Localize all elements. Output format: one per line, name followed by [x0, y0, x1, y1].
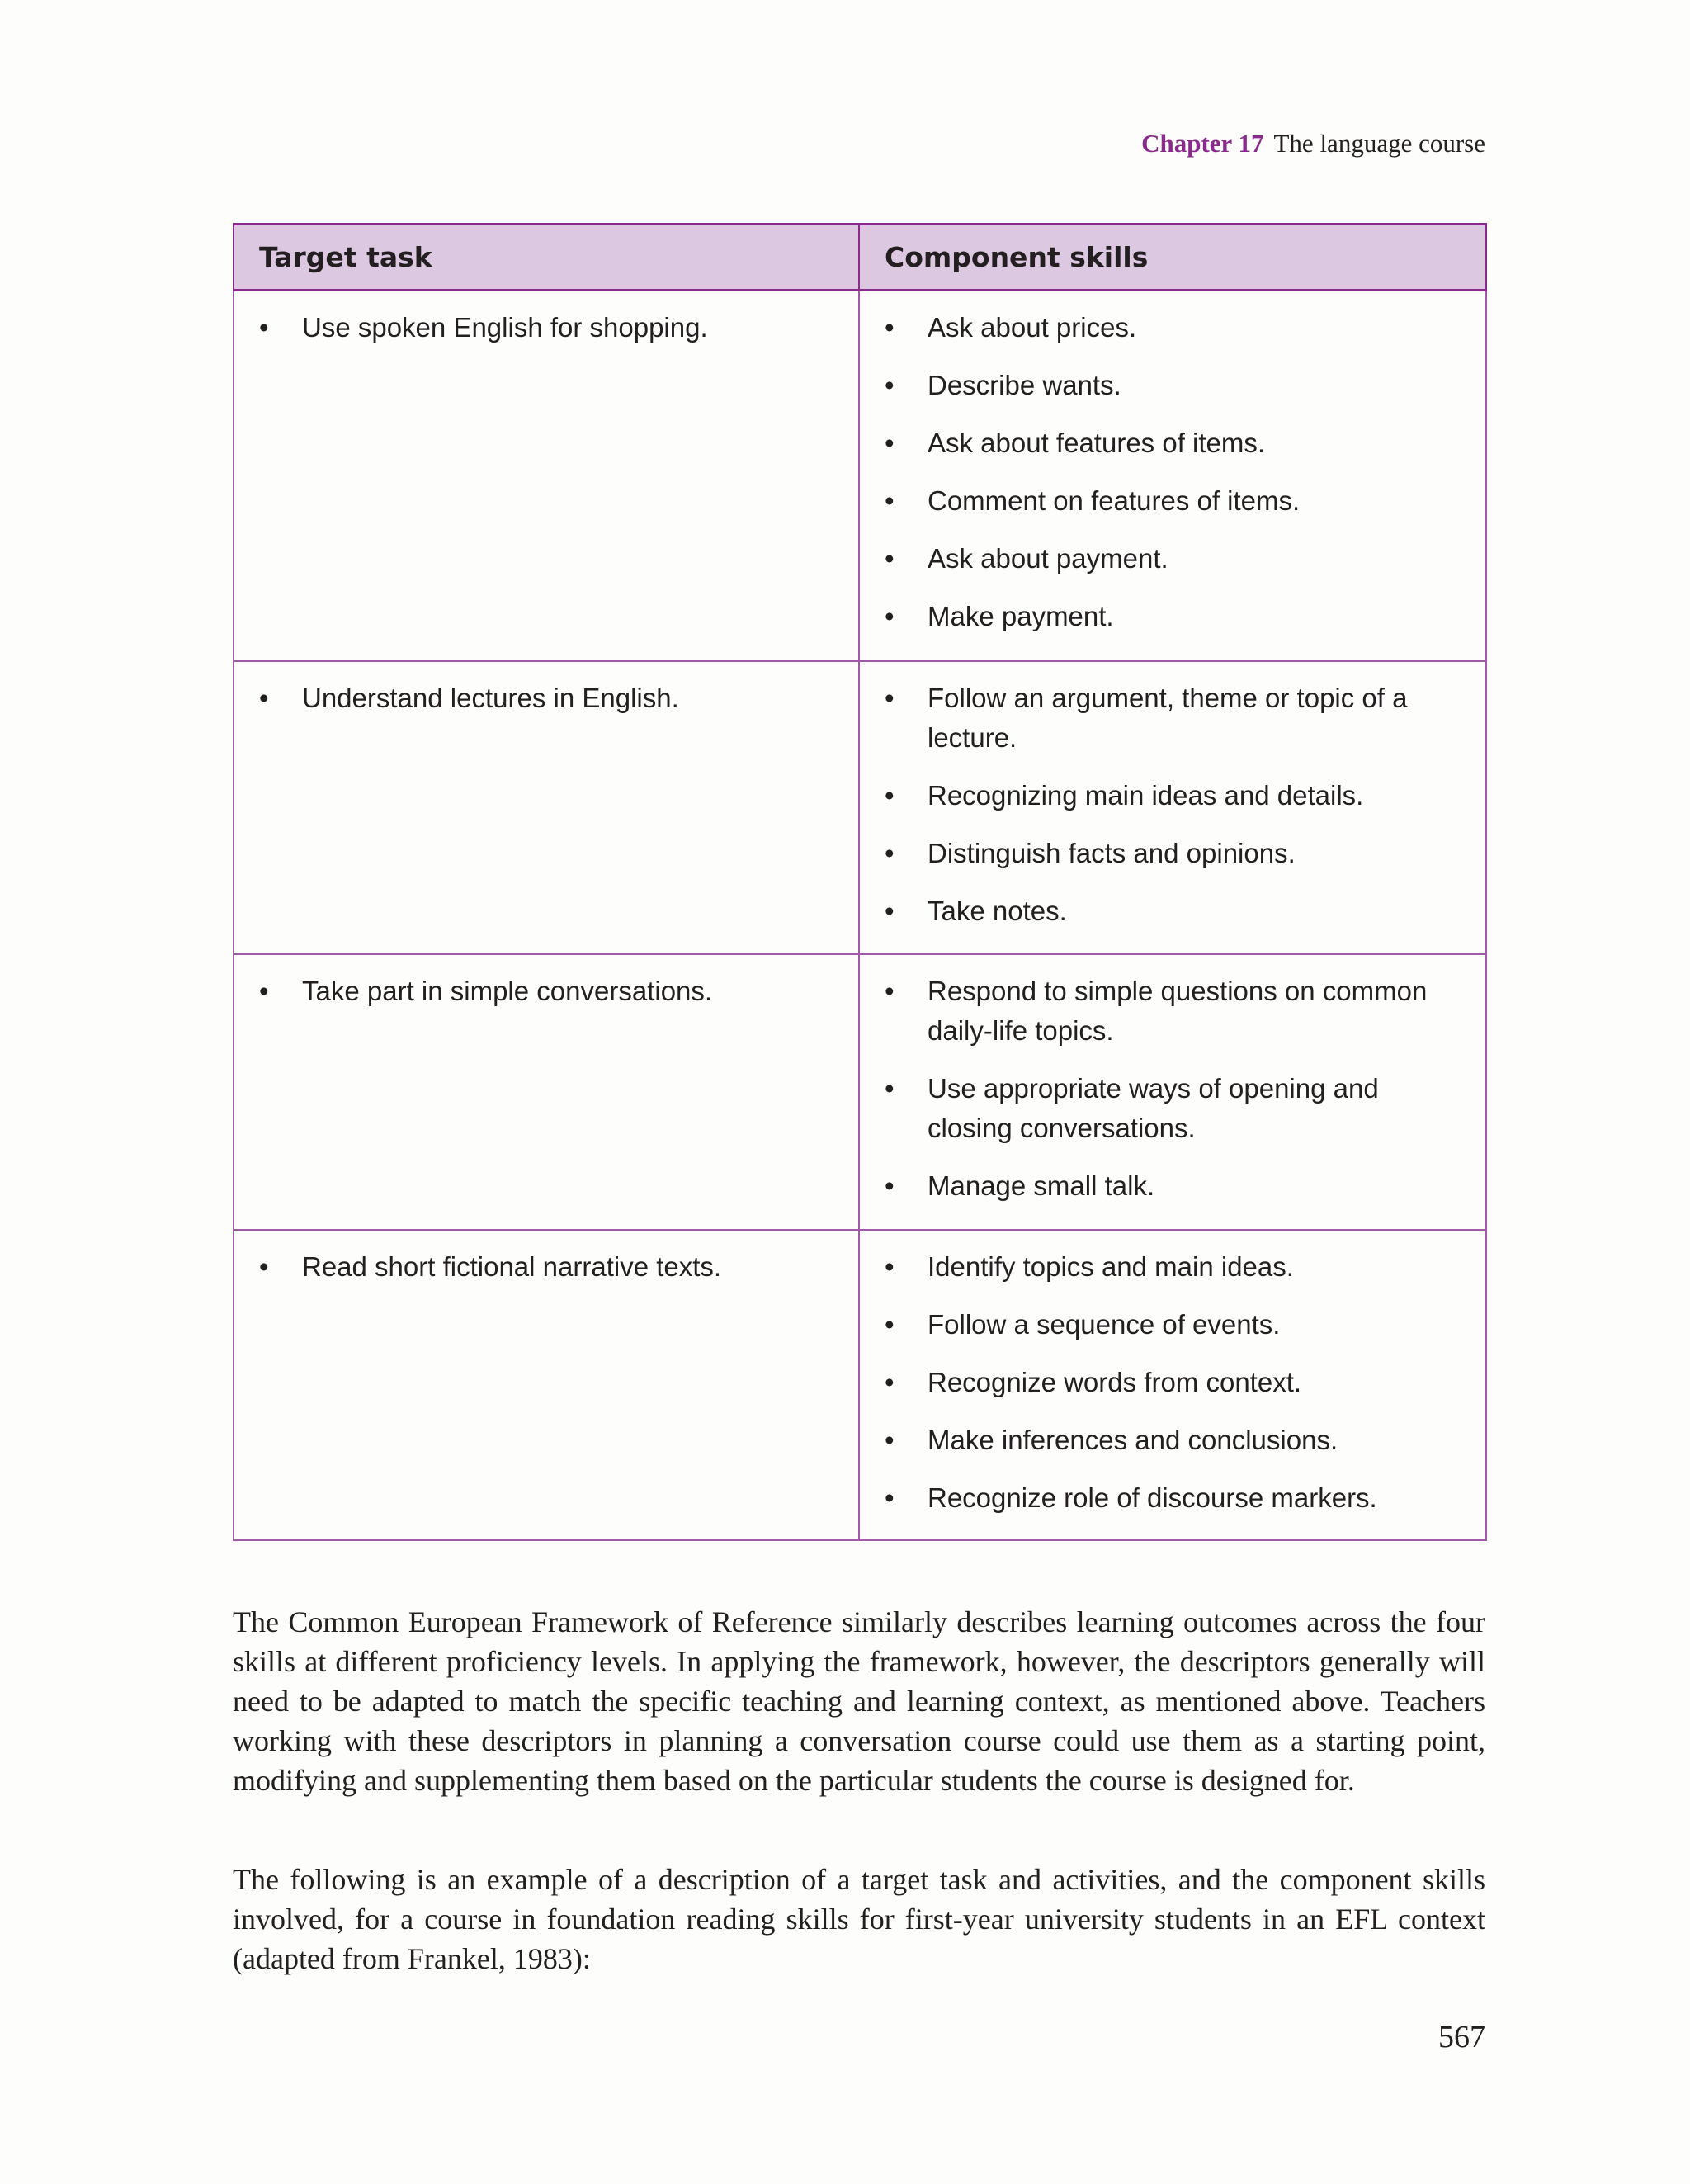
skill-item: • Follow an argument, theme or topic of a lecture. [885, 678, 1461, 758]
skill-item: • Recognize words from context. [885, 1363, 1461, 1402]
header-target-task: Target task [234, 225, 859, 291]
target-task-cell [234, 1230, 859, 1540]
skill-item: • Comment on features of items. [885, 481, 1461, 521]
component-skills-cell [859, 954, 1486, 1230]
body-paragraph: The Common European Framework of Reference similarly describes learning outcomes across the four skills at different proficiency levels. In applying the framework, however, the descriptors generally will need to be adapted to match the specific teaching and learning context, as mentioned above. Teachers working with these descriptors in planning a conversation course could use them as a starting point, modifying and supplementing them based on the particular students the course is designed for. [233, 1605, 1485, 1797]
task-skills-table [233, 223, 1487, 1541]
skill-item: • Describe wants. [885, 366, 1461, 405]
target-task-item: • Use spoken English for shopping. [259, 308, 833, 347]
table-row [234, 1230, 1486, 1540]
target-task-cell [234, 291, 859, 661]
component-skills-cell [859, 661, 1486, 954]
target-task-item: • Understand lectures in English. [259, 678, 833, 718]
skill-item: • Recognize role of discourse markers. [885, 1478, 1461, 1518]
skill-item: • Respond to simple questions on common daily-life topics. [885, 971, 1461, 1051]
header-component-skills: Component skills [859, 225, 1486, 291]
running-head [1141, 129, 1485, 158]
target-task-item: • Read short fictional narrative texts. [259, 1247, 833, 1287]
table-row [234, 661, 1486, 954]
skill-item: • Follow a sequence of events. [885, 1305, 1461, 1345]
skill-item: • Distinguish facts and opinions. [885, 834, 1461, 873]
skill-item: • Make inferences and conclusions. [885, 1421, 1461, 1460]
target-task-item: • Take part in simple conversations. [259, 971, 833, 1011]
skill-item: • Make payment. [885, 597, 1461, 636]
chapter-title: The language course [1273, 129, 1485, 158]
table-header-row [234, 225, 1486, 291]
skill-item: • Use appropriate ways of opening and closing conversations. [885, 1069, 1461, 1148]
target-task-cell [234, 954, 859, 1230]
skill-item: • Ask about payment. [885, 539, 1461, 579]
table-row [234, 954, 1486, 1230]
skill-item: • Manage small talk. [885, 1166, 1461, 1206]
skill-item: • Take notes. [885, 891, 1461, 931]
body-paragraph: The following is an example of a description of a target task and activities, and the component skills involved, for a course in foundation reading skills for first-year university students in an EFL context (adapted from Frankel, 1983): [233, 1863, 1485, 1975]
skill-item: • Identify topics and main ideas. [885, 1247, 1461, 1287]
skill-item: • Ask about prices. [885, 308, 1461, 347]
component-skills-cell [859, 291, 1486, 661]
target-task-cell [234, 661, 859, 954]
skill-item: • Recognizing main ideas and details. [885, 776, 1461, 815]
component-skills-cell [859, 1230, 1486, 1540]
page-number: 567 [1438, 2020, 1485, 2054]
chapter-number: Chapter 17 [1141, 129, 1264, 158]
skill-item: • Ask about features of items. [885, 423, 1461, 463]
table-row [234, 291, 1486, 661]
